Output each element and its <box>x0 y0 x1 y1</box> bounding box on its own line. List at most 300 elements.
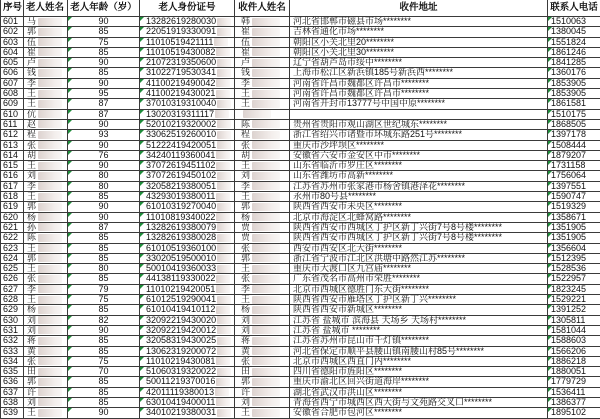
column-header-elder-name[interactable]: 老人姓名 <box>24 0 68 16</box>
cell-elder-age[interactable] <box>68 17 140 26</box>
cell-address[interactable] <box>290 213 548 222</box>
cell-elder-id[interactable] <box>140 110 235 119</box>
cell-elder-age[interactable] <box>68 285 140 294</box>
cell-elder-name[interactable] <box>24 120 68 129</box>
cell-address[interactable] <box>290 17 548 26</box>
cell-elder-name[interactable] <box>24 38 68 47</box>
cell-address[interactable] <box>290 38 548 47</box>
cell-elder-name[interactable] <box>24 141 68 150</box>
cell-elder-age[interactable] <box>68 99 140 108</box>
cell-address[interactable] <box>290 79 548 88</box>
cell-phone[interactable] <box>548 79 600 88</box>
cell-recipient-name[interactable] <box>235 305 290 314</box>
cell-address[interactable] <box>290 130 548 139</box>
cell-phone[interactable] <box>548 274 600 283</box>
cell-seq[interactable] <box>0 182 24 191</box>
cell-phone[interactable] <box>548 130 600 139</box>
cell-recipient-name[interactable] <box>235 233 290 242</box>
cell-recipient-name[interactable] <box>235 151 290 160</box>
cell-address[interactable] <box>290 233 548 242</box>
column-header-recipient-name[interactable]: 收件人姓名 <box>235 0 290 16</box>
elder-name-text: 张 <box>27 140 37 150</box>
cell-elder-id[interactable] <box>140 264 235 273</box>
cell-elder-age[interactable] <box>68 336 140 345</box>
redaction-mask <box>38 28 62 36</box>
cell-elder-age[interactable] <box>68 192 140 201</box>
cell-phone[interactable] <box>548 398 600 407</box>
cell-elder-id[interactable] <box>140 274 235 283</box>
cell-elder-age[interactable] <box>68 38 140 47</box>
cell-address[interactable] <box>290 408 548 417</box>
cell-elder-name[interactable] <box>24 377 68 386</box>
cell-phone[interactable] <box>548 233 600 242</box>
cell-recipient-name[interactable] <box>235 357 290 366</box>
cell-elder-age[interactable] <box>68 347 140 356</box>
cell-elder-name[interactable] <box>24 398 68 407</box>
column-header-elder-id[interactable]: 老人身份证号 <box>140 0 235 16</box>
cell-recipient-name[interactable] <box>235 274 290 283</box>
cell-elder-id[interactable] <box>140 244 235 253</box>
cell-recipient-name[interactable] <box>235 130 290 139</box>
elder-name-text: 郭 <box>27 202 37 212</box>
cell-address[interactable] <box>290 89 548 98</box>
redaction-mask <box>38 368 62 376</box>
cell-elder-name[interactable] <box>24 388 68 397</box>
cell-elder-id[interactable] <box>140 295 235 304</box>
elder-id-text: 13282619280030 <box>146 17 217 26</box>
cell-seq[interactable] <box>0 68 24 77</box>
cell-address[interactable] <box>290 398 548 407</box>
cell-elder-id[interactable] <box>140 120 235 129</box>
cell-elder-age[interactable] <box>68 408 140 417</box>
cell-address[interactable] <box>290 377 548 386</box>
cell-recipient-name[interactable] <box>235 79 290 88</box>
cell-phone[interactable] <box>548 264 600 273</box>
cell-elder-id[interactable] <box>140 38 235 47</box>
cell-elder-name[interactable] <box>24 347 68 356</box>
cell-elder-id[interactable] <box>140 254 235 263</box>
cell-phone[interactable] <box>548 38 600 47</box>
seq-text: 601 <box>3 17 19 26</box>
cell-address[interactable] <box>290 202 548 211</box>
cell-address[interactable] <box>290 68 548 77</box>
cell-seq[interactable] <box>0 336 24 345</box>
cell-elder-name[interactable] <box>24 244 68 253</box>
cell-elder-id[interactable] <box>140 336 235 345</box>
cell-recipient-name[interactable] <box>235 244 290 253</box>
cell-elder-id[interactable] <box>140 408 235 417</box>
cell-elder-name[interactable] <box>24 151 68 160</box>
cell-phone[interactable] <box>548 48 600 57</box>
cell-phone[interactable] <box>548 295 600 304</box>
cell-elder-id[interactable] <box>140 182 235 191</box>
cell-elder-age[interactable] <box>68 367 140 376</box>
table-row <box>0 316 600 326</box>
cell-seq[interactable] <box>0 223 24 232</box>
cell-elder-age[interactable] <box>68 244 140 253</box>
cell-recipient-name[interactable] <box>235 398 290 407</box>
cell-recipient-name[interactable] <box>235 89 290 98</box>
cell-elder-id[interactable] <box>140 79 235 88</box>
cell-elder-name[interactable] <box>24 79 68 88</box>
cell-elder-age[interactable] <box>68 254 140 263</box>
cell-seq[interactable] <box>0 110 24 119</box>
cell-elder-id[interactable] <box>140 326 235 335</box>
cell-recipient-name[interactable] <box>235 48 290 57</box>
cell-elder-age[interactable] <box>68 233 140 242</box>
cell-seq[interactable] <box>0 347 24 356</box>
cell-recipient-name[interactable] <box>235 17 290 26</box>
cell-phone[interactable] <box>548 367 600 376</box>
cell-recipient-name[interactable] <box>235 336 290 345</box>
cell-recipient-name[interactable] <box>235 38 290 47</box>
cell-address[interactable] <box>290 347 548 356</box>
cell-address[interactable] <box>290 244 548 253</box>
cell-elder-age[interactable] <box>68 398 140 407</box>
cell-elder-name[interactable] <box>24 58 68 67</box>
elder-id-text: 22051919330091 <box>146 27 217 37</box>
cell-elder-id[interactable] <box>140 285 235 294</box>
cell-seq[interactable] <box>0 38 24 47</box>
cell-elder-age[interactable] <box>68 58 140 67</box>
cell-recipient-name[interactable] <box>235 27 290 36</box>
cell-address[interactable] <box>290 388 548 397</box>
cell-elder-age[interactable] <box>68 264 140 273</box>
cell-elder-age[interactable] <box>68 182 140 191</box>
cell-elder-id[interactable] <box>140 367 235 376</box>
cell-address[interactable] <box>290 264 548 273</box>
cell-recipient-name[interactable] <box>235 110 290 119</box>
cell-address[interactable] <box>290 357 548 366</box>
cell-recipient-name[interactable] <box>235 171 290 180</box>
cell-seq[interactable] <box>0 398 24 407</box>
cell-seq[interactable] <box>0 367 24 376</box>
cell-elder-id[interactable] <box>140 99 235 108</box>
redaction-mask <box>252 79 280 87</box>
cell-phone[interactable] <box>548 182 600 191</box>
cell-elder-name[interactable] <box>24 357 68 366</box>
cell-seq[interactable] <box>0 202 24 211</box>
cell-phone[interactable] <box>548 161 600 170</box>
cell-elder-name[interactable] <box>24 285 68 294</box>
cell-elder-age[interactable] <box>68 110 140 119</box>
cell-recipient-name[interactable] <box>235 295 290 304</box>
cell-elder-name[interactable] <box>24 89 68 98</box>
cell-phone[interactable] <box>548 27 600 36</box>
cell-phone[interactable] <box>548 244 600 253</box>
cell-recipient-name[interactable] <box>235 192 290 201</box>
cell-elder-id[interactable] <box>140 130 235 139</box>
cell-elder-id[interactable] <box>140 48 235 57</box>
cell-elder-age[interactable] <box>68 48 140 57</box>
cell-phone[interactable] <box>548 99 600 108</box>
cell-recipient-name[interactable] <box>235 68 290 77</box>
cell-phone[interactable] <box>548 58 600 67</box>
cell-elder-name[interactable] <box>24 182 68 191</box>
cell-seq[interactable] <box>0 316 24 325</box>
redaction-mask <box>38 193 62 201</box>
cell-recipient-name[interactable] <box>235 264 290 273</box>
cell-elder-age[interactable] <box>68 79 140 88</box>
cell-address[interactable] <box>290 274 548 283</box>
cell-elder-age[interactable] <box>68 141 140 150</box>
cell-seq[interactable] <box>0 130 24 139</box>
cell-address[interactable] <box>290 161 548 170</box>
cell-elder-age[interactable] <box>68 305 140 314</box>
cell-seq[interactable] <box>0 161 24 170</box>
cell-recipient-name[interactable] <box>235 254 290 263</box>
cell-recipient-name[interactable] <box>235 161 290 170</box>
cell-elder-id[interactable] <box>140 377 235 386</box>
cell-elder-name[interactable] <box>24 233 68 242</box>
cell-seq[interactable] <box>0 192 24 201</box>
cell-elder-age[interactable] <box>68 388 140 397</box>
cell-address[interactable] <box>290 254 548 263</box>
cell-elder-age[interactable] <box>68 326 140 335</box>
cell-elder-name[interactable] <box>24 192 68 201</box>
cell-seq[interactable] <box>0 377 24 386</box>
cell-address[interactable] <box>290 295 548 304</box>
cell-elder-name[interactable] <box>24 202 68 211</box>
address-text: 广东省茂名市高州市荣胜******** <box>293 274 421 284</box>
cell-elder-id[interactable] <box>140 316 235 325</box>
column-header-seq[interactable]: 序号 <box>0 0 24 16</box>
address-text: 河南省许昌市魏都区许昌市******** <box>293 78 430 88</box>
column-header-elder-age[interactable]: 老人年龄（岁） <box>68 0 140 16</box>
cell-seq[interactable] <box>0 388 24 397</box>
number-stored-as-text-indicator-icon <box>68 110 72 114</box>
cell-phone[interactable] <box>548 316 600 325</box>
cell-elder-age[interactable] <box>68 171 140 180</box>
cell-elder-id[interactable] <box>140 58 235 67</box>
cell-seq[interactable] <box>0 151 24 160</box>
cell-seq[interactable] <box>0 17 24 26</box>
recipient-name-text: 刘 <box>241 325 251 335</box>
cell-elder-id[interactable] <box>140 192 235 201</box>
cell-seq[interactable] <box>0 408 24 417</box>
cell-phone[interactable] <box>548 120 600 129</box>
cell-elder-name[interactable] <box>24 27 68 36</box>
cell-elder-name[interactable] <box>24 305 68 314</box>
cell-seq[interactable] <box>0 171 24 180</box>
cell-seq[interactable] <box>0 326 24 335</box>
cell-phone[interactable] <box>548 151 600 160</box>
cell-address[interactable] <box>290 367 548 376</box>
column-header-address[interactable]: 收件地址 <box>290 0 548 16</box>
cell-address[interactable] <box>290 182 548 191</box>
cell-address[interactable] <box>290 48 548 57</box>
cell-elder-age[interactable] <box>68 202 140 211</box>
cell-address[interactable] <box>290 27 548 36</box>
cell-elder-name[interactable] <box>24 99 68 108</box>
cell-elder-id[interactable] <box>140 305 235 314</box>
cell-elder-name[interactable] <box>24 171 68 180</box>
cell-address[interactable] <box>290 285 548 294</box>
cell-address[interactable] <box>290 305 548 314</box>
cell-elder-age[interactable] <box>68 161 140 170</box>
cell-seq[interactable] <box>0 141 24 150</box>
cell-phone[interactable] <box>548 254 600 263</box>
cell-elder-age[interactable] <box>68 357 140 366</box>
cell-phone[interactable] <box>548 192 600 201</box>
cell-elder-age[interactable] <box>68 377 140 386</box>
redaction-mask <box>38 110 62 118</box>
cell-recipient-name[interactable] <box>235 120 290 129</box>
cell-seq[interactable] <box>0 79 24 88</box>
cell-seq[interactable] <box>0 99 24 108</box>
cell-seq[interactable] <box>0 120 24 129</box>
cell-seq[interactable] <box>0 264 24 273</box>
cell-phone[interactable] <box>548 202 600 211</box>
cell-recipient-name[interactable] <box>235 223 290 232</box>
cell-phone[interactable] <box>548 17 600 26</box>
cell-recipient-name[interactable] <box>235 408 290 417</box>
cell-recipient-name[interactable] <box>235 213 290 222</box>
cell-elder-name[interactable] <box>24 336 68 345</box>
cell-phone[interactable] <box>548 110 600 119</box>
cell-seq[interactable] <box>0 254 24 263</box>
cell-elder-age[interactable] <box>68 213 140 222</box>
cell-phone[interactable] <box>548 285 600 294</box>
cell-recipient-name[interactable] <box>235 377 290 386</box>
cell-elder-age[interactable] <box>68 151 140 160</box>
cell-elder-age[interactable] <box>68 89 140 98</box>
cell-elder-id[interactable] <box>140 171 235 180</box>
cell-seq[interactable] <box>0 274 24 283</box>
cell-elder-age[interactable] <box>68 120 140 129</box>
cell-address[interactable] <box>290 171 548 180</box>
cell-phone[interactable] <box>548 223 600 232</box>
cell-elder-age[interactable] <box>68 130 140 139</box>
cell-phone[interactable] <box>548 408 600 417</box>
cell-elder-id[interactable] <box>140 213 235 222</box>
cell-elder-id[interactable] <box>140 357 235 366</box>
cell-address[interactable] <box>290 58 548 67</box>
redaction-mask <box>252 306 280 314</box>
cell-elder-name[interactable] <box>24 367 68 376</box>
cell-seq[interactable] <box>0 285 24 294</box>
cell-phone[interactable] <box>548 305 600 314</box>
cell-address[interactable] <box>290 141 548 150</box>
cell-elder-name[interactable] <box>24 326 68 335</box>
cell-address[interactable] <box>290 326 548 335</box>
cell-elder-name[interactable] <box>24 254 68 263</box>
cell-seq[interactable] <box>0 48 24 57</box>
cell-elder-age[interactable] <box>68 295 140 304</box>
cell-recipient-name[interactable] <box>235 182 290 191</box>
cell-elder-name[interactable] <box>24 316 68 325</box>
cell-recipient-name[interactable] <box>235 99 290 108</box>
cell-elder-name[interactable] <box>24 161 68 170</box>
cell-seq[interactable] <box>0 233 24 242</box>
cell-address[interactable] <box>290 99 548 108</box>
cell-elder-name[interactable] <box>24 264 68 273</box>
cell-address[interactable] <box>290 316 548 325</box>
cell-elder-name[interactable] <box>24 130 68 139</box>
cell-elder-id[interactable] <box>140 161 235 170</box>
cell-elder-name[interactable] <box>24 110 68 119</box>
cell-phone[interactable] <box>548 326 600 335</box>
cell-phone[interactable] <box>548 377 600 386</box>
cell-elder-name[interactable] <box>24 274 68 283</box>
cell-elder-age[interactable] <box>68 274 140 283</box>
cell-elder-id[interactable] <box>140 89 235 98</box>
cell-phone[interactable] <box>548 336 600 345</box>
cell-elder-age[interactable] <box>68 27 140 36</box>
cell-seq[interactable] <box>0 295 24 304</box>
cell-elder-id[interactable] <box>140 398 235 407</box>
cell-address[interactable] <box>290 110 548 119</box>
cell-phone[interactable] <box>548 347 600 356</box>
cell-phone[interactable] <box>548 68 600 77</box>
cell-elder-id[interactable] <box>140 68 235 77</box>
cell-address[interactable] <box>290 192 548 201</box>
cell-seq[interactable] <box>0 213 24 222</box>
cell-phone[interactable] <box>548 388 600 397</box>
cell-elder-id[interactable] <box>140 223 235 232</box>
cell-elder-id[interactable] <box>140 202 235 211</box>
cell-recipient-name[interactable] <box>235 285 290 294</box>
cell-recipient-name[interactable] <box>235 202 290 211</box>
cell-seq[interactable] <box>0 357 24 366</box>
cell-seq[interactable] <box>0 89 24 98</box>
cell-recipient-name[interactable] <box>235 141 290 150</box>
cell-phone[interactable] <box>548 171 600 180</box>
number-stored-as-text-indicator-icon <box>140 388 144 392</box>
cell-elder-age[interactable] <box>68 223 140 232</box>
cell-recipient-name[interactable] <box>235 367 290 376</box>
cell-elder-name[interactable] <box>24 223 68 232</box>
cell-phone[interactable] <box>548 141 600 150</box>
cell-recipient-name[interactable] <box>235 326 290 335</box>
cell-seq[interactable] <box>0 305 24 314</box>
cell-phone[interactable] <box>548 357 600 366</box>
cell-address[interactable] <box>290 223 548 232</box>
cell-elder-id[interactable] <box>140 151 235 160</box>
cell-recipient-name[interactable] <box>235 316 290 325</box>
cell-elder-name[interactable] <box>24 68 68 77</box>
cell-elder-id[interactable] <box>140 141 235 150</box>
cell-elder-name[interactable] <box>24 17 68 26</box>
recipient-name-text: 杨 <box>241 305 251 315</box>
cell-elder-age[interactable] <box>68 316 140 325</box>
cell-elder-name[interactable] <box>24 48 68 57</box>
cell-elder-name[interactable] <box>24 213 68 222</box>
cell-elder-name[interactable] <box>24 295 68 304</box>
cell-phone[interactable] <box>548 213 600 222</box>
cell-address[interactable] <box>290 336 548 345</box>
redaction-mask <box>38 18 62 26</box>
cell-recipient-name[interactable] <box>235 58 290 67</box>
cell-phone[interactable] <box>548 89 600 98</box>
cell-elder-id[interactable] <box>140 388 235 397</box>
cell-recipient-name[interactable] <box>235 388 290 397</box>
cell-recipient-name[interactable] <box>235 347 290 356</box>
cell-address[interactable] <box>290 120 548 129</box>
table-row <box>0 274 600 284</box>
cell-seq[interactable] <box>0 244 24 253</box>
cell-address[interactable] <box>290 151 548 160</box>
cell-elder-id[interactable] <box>140 233 235 242</box>
cell-elder-name[interactable] <box>24 408 68 417</box>
cell-seq[interactable] <box>0 27 24 36</box>
column-header-phone[interactable]: 联系人电话 <box>550 2 598 13</box>
cell-elder-id[interactable] <box>140 17 235 26</box>
cell-elder-id[interactable] <box>140 27 235 36</box>
cell-elder-id[interactable] <box>140 347 235 356</box>
cell-elder-age[interactable] <box>68 68 140 77</box>
cell-seq[interactable] <box>0 58 24 67</box>
